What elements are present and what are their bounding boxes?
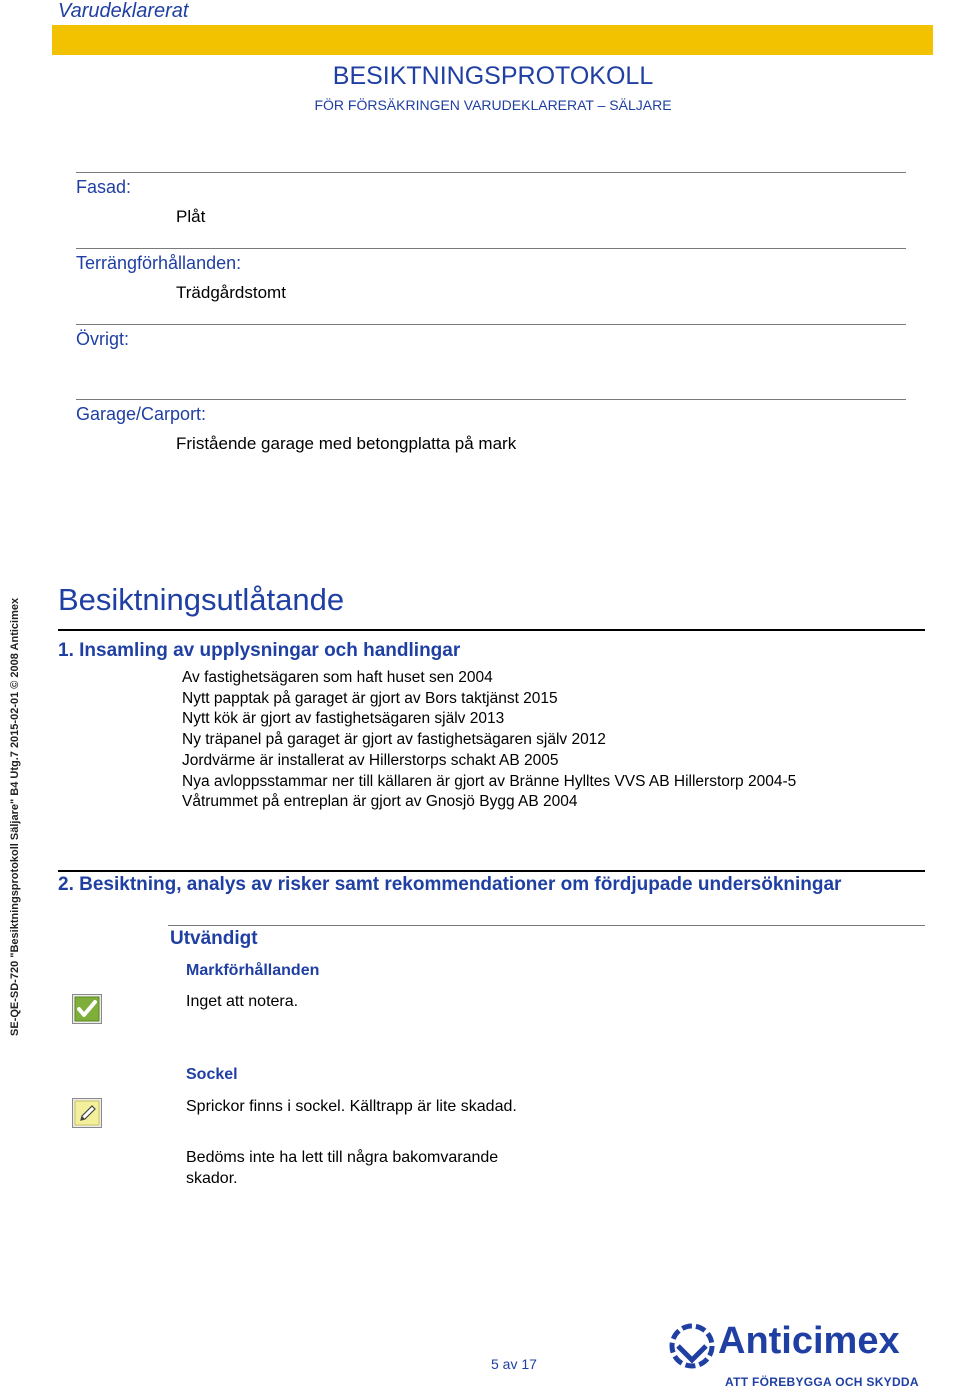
divider — [76, 248, 906, 249]
field-label-garage: Garage/Carport: — [76, 404, 207, 424]
item-title-markforhallanden: Markförhållanden — [186, 962, 320, 979]
check-icon — [72, 994, 102, 1024]
section1-line: Nytt kök är gjort av fastighetsägaren själv 2013 — [182, 710, 505, 728]
field-value-garage: Fristående garage med betongplatta på mark — [176, 434, 517, 453]
subsection-utvandigt: Utvändigt — [170, 928, 258, 949]
section-title: Besiktningsutlåtande — [58, 582, 345, 617]
field-value-fasad: Plåt — [176, 207, 206, 226]
field-label-fasad: Fasad: — [76, 177, 132, 197]
logo-name: Anticimex — [718, 1320, 900, 1362]
section1-line: Nya avloppsstammar ner till källaren är gjort av Bränne Hylltes VVS AB Hillerstorp 2004-5 — [182, 772, 797, 790]
section-rule — [58, 629, 925, 631]
logo-tagline: ATT FÖREBYGGA OCH SKYDDA — [725, 1375, 919, 1389]
section2-rule — [58, 870, 925, 872]
item-title-sockel: Sockel — [186, 1066, 238, 1083]
pencil-icon — [72, 1098, 102, 1128]
page-number: 5 av 17 — [491, 1356, 537, 1372]
section1-line: Våtrummet på entreplan är gjort av Gnosjö Bygg AB 2004 — [182, 793, 578, 811]
item-text-sockel-2: Bedöms inte ha lett till några bakomvarande skador. — [186, 1149, 499, 1187]
divider — [76, 324, 906, 325]
section2-heading: 2. Besiktning, analys av risker samt rekommendationer om fördjupade undersökningar — [58, 874, 842, 895]
section1-line: Nytt papptak på garaget är gjort av Bors taktjänst 2015 — [182, 689, 558, 707]
brand-label: Varudeklarerat — [58, 0, 189, 22]
section1-body — [182, 668, 796, 813]
item-text-sockel: Sprickor finns i sockel. Källtrapp är lite skadad. — [186, 1098, 517, 1115]
item-text-markforhallanden: Inget att notera. — [186, 993, 299, 1010]
subsection-rule — [168, 925, 925, 926]
header-bar — [52, 25, 933, 55]
section1-line: Ny träpanel på garaget är gjort av fastighetsägaren själv 2012 — [182, 731, 606, 749]
document-title: BESIKTNINGSPROTOKOLL — [332, 62, 654, 90]
field-label-terrang: Terrängförhållanden: — [76, 253, 242, 273]
side-document-code: SE-QE-SD-720 "Besiktningsprotokoll Säljare" B4 Utg.7 2015-02-01 © 2008 Anticimex — [9, 597, 21, 1036]
field-label-ovrigt: Övrigt: — [76, 329, 130, 349]
field-value-terrang: Trädgårdstomt — [176, 283, 286, 302]
divider — [76, 399, 906, 400]
section1-heading: 1. Insamling av upplysningar och handlingar — [58, 640, 461, 661]
divider — [76, 172, 906, 173]
anticimex-logo-icon — [668, 1322, 716, 1375]
section1-line: Jordvärme är installerat av Hillerstorps schakt AB 2005 — [182, 751, 559, 769]
document-subtitle: FÖR FÖRSÄKRINGEN VARUDEKLARERAT – SÄLJARE — [314, 97, 672, 113]
section1-line: Av fastighetsägaren som haft huset sen 2004 — [182, 669, 493, 686]
